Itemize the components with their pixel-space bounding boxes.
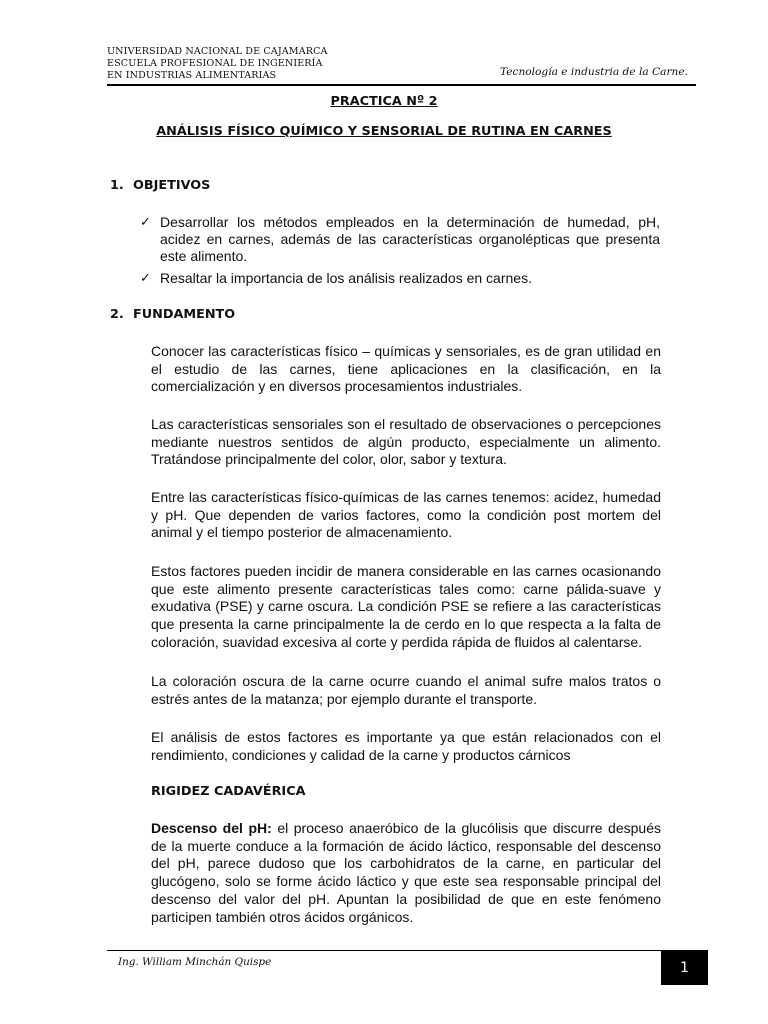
objective-text: Resaltar la importancia de los análisis realizados en carnes. [160,270,532,286]
university-name: UNIVERSIDAD NACIONAL DE CAJAMARCA [107,46,328,57]
school-name-cont: EN INDUSTRIAS ALIMENTARIAS [107,70,277,81]
course-name: Tecnología e industria de la Carne. [500,66,688,78]
subsection-heading: RIGIDEZ CADAVÉRICA [151,784,306,799]
checkmark-icon: ✓ [140,271,151,286]
section-objetivos-heading [110,178,210,193]
paragraph: La coloración oscura de la carne ocurre cuando el animal sufre malos tratos o estrés antes de la matanza; por ejemplo durante el transporte. [151,673,661,707]
objective-item [140,270,660,287]
page-number-box [661,951,708,985]
header-divider [107,84,696,86]
section-fundamento-heading [110,307,235,322]
objective-item [140,214,660,265]
footer-author: Ing. William Minchán Quispe [118,956,272,968]
practice-subtitle: ANÁLISIS FÍSICO QUÍMICO Y SENSORIAL DE RUTINA EN CARNES [156,124,612,139]
ph-lead: Descenso del pH: [151,820,272,836]
paragraph: El análisis de estos factores es importante ya que están relacionados con el rendimiento, condiciones y calidad de la carne y productos cárnicos [151,729,661,763]
section-number: 2. [110,307,124,322]
footer-divider [107,950,708,951]
ph-paragraph [151,820,661,926]
section-title: FUNDAMENTO [133,307,236,322]
section-number: 1. [110,178,124,193]
paragraph: Entre las características físico-químicas de las carnes tenemos: acidez, humedad y pH. Que dependen de varios factores, como la condición post mortem del animal y el tiempo posterior de almacenamiento. [151,489,661,541]
school-name: ESCUELA PROFESIONAL DE INGENIERÍA [107,58,323,69]
objective-text: Desarrollar los métodos empleados en la determinación de humedad, pH, acidez en carnes, además de las características organolépticas que presenta este alimento. [160,214,660,264]
section-title: OBJETIVOS [133,178,211,193]
paragraph: Las características sensoriales son el resultado de observaciones o percepciones mediante nuestros sentidos de algún producto, especialmente un alimento. Tratándose principalmente del color, olor, sabor y textura. [151,416,661,468]
page-number: 1 [680,960,689,976]
practice-title: PRACTICA Nº 2 [330,94,438,109]
university-header [107,46,328,82]
ph-text: el proceso anaeróbico de la glucólisis que discurre después de la muerte conduce a la formación de ácido láctico, responsable del descenso del pH, parece dudoso que los carbohidratos de la carne, en particular del glucógeno, solo se forme ácido láctico y que este sea responsable principal del descenso del valor del pH. Apuntan la posibilidad de que en este fenómeno participen también otros ácidos orgánicos. [151,820,661,925]
paragraph: Estos factores pueden incidir de manera considerable en las carnes ocasionando que este alimento presente características tales como: carne pálida-suave y exudativa (PSE) y carne oscura. La condición PSE se refiere a las características que presenta la carne principalmente la de cerdo en lo que respecta a la falta de coloración, suavidad excesiva al corte y perdida rápida de fluidos al calentarse. [151,563,661,650]
paragraph: Conocer las características físico – químicas y sensoriales, es de gran utilidad en el estudio de las carnes, tiene aplicaciones en la clasificación, en la comercialización y en diversos procesamientos industriales. [151,343,661,395]
checkmark-icon: ✓ [140,215,151,230]
